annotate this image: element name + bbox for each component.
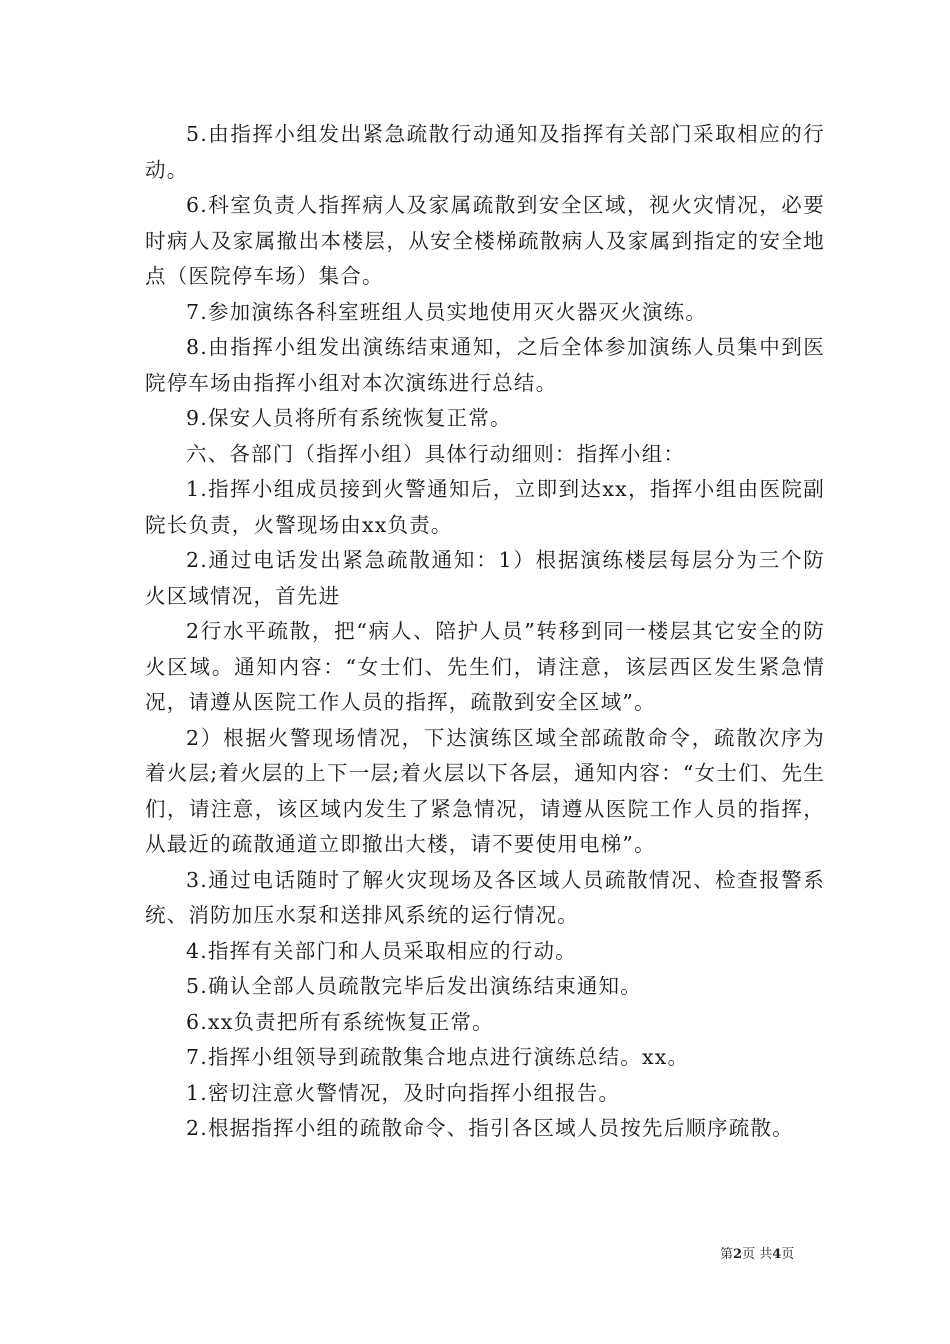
footer-prefix: 第 <box>720 1247 734 1262</box>
paragraph: 5.确认全部人员疏散完毕后发出演练结束通知。 <box>186 974 642 998</box>
footer-suffix: 页 <box>781 1247 795 1262</box>
paragraph: 6.xx负责把所有系统恢复正常。 <box>186 1009 494 1034</box>
paragraph: 7.参加演练各科室班组人员实地使用灭火器灭火演练。 <box>186 299 708 324</box>
paragraph: 5.由指挥小组发出紧急疏散行动通知及指挥有关部门采取相应的行动。 <box>145 122 825 182</box>
paragraph: 2.根据指挥小组的疏散命令、指引各区域人员按先后顺序疏散。 <box>186 1116 794 1140</box>
paragraph: 2行水平疏散，把“病人、陪护人员”转移到同一楼层其它安全的防火区域。通知内容：“女士们、先生们，请注意，该层西区发生紧急情况，请遵从医院工作人员的指挥，疏散到安全区域”。 <box>145 619 825 714</box>
footer-middle: 页 共 <box>742 1247 773 1262</box>
section-heading: 六、各部门（指挥小组）具体行动细则：指挥小组： <box>186 441 686 466</box>
paragraph: 3.通过电话随时了解火灾现场及各区域人员疏散情况、检查报警系统、消防加压水泵和送排风系统的运行情况。 <box>145 867 825 927</box>
paragraph: 2）根据火警现场情况，下达演练区域全部疏散命令，疏散次序为着火层;着火层的上下一层;着火层以下各层，通知内容：“女士们、先生们，请注意，该区域内发生了紧急情况，请遵从医院工作人员的指挥，从最近的疏散通道立即撤出大楼，请不要使用电梯”。 <box>145 725 825 856</box>
paragraph: 2.通过电话发出紧急疏散通知：1）根据演练楼层每层分为三个防火区域情况，首先进 <box>145 548 825 608</box>
paragraph: 7.指挥小组领导到疏散集合地点进行演练总结。xx。 <box>186 1045 690 1069</box>
total-page-number: 4 <box>772 1247 782 1262</box>
page-footer <box>720 1246 840 1264</box>
paragraph: 1.密切注意火警情况，及时向指挥小组报告。 <box>186 1080 621 1105</box>
paragraph: 6.科室负责人指挥病人及家属疏散到安全区域，视火灾情况，必要时病人及家属撤出本楼层，从安全楼梯疏散病人及家属到指定的安全地点（医院停车场）集合。 <box>145 193 825 288</box>
paragraph: 4.指挥有关部门和人员采取相应的行动。 <box>186 938 577 963</box>
paragraph: 9.保安人员将所有系统恢复正常。 <box>186 406 512 430</box>
current-page-number: 2 <box>733 1247 743 1262</box>
paragraph: 1.指挥小组成员接到火警通知后，立即到达xx，指挥小组由医院副院长负责，火警现场由xx负责。 <box>145 477 825 537</box>
paragraph: 8.由指挥小组发出演练结束通知，之后全体参加演练人员集中到医院停车场由指挥小组对本次演练进行总结。 <box>145 335 825 395</box>
document-body <box>145 117 825 1147</box>
